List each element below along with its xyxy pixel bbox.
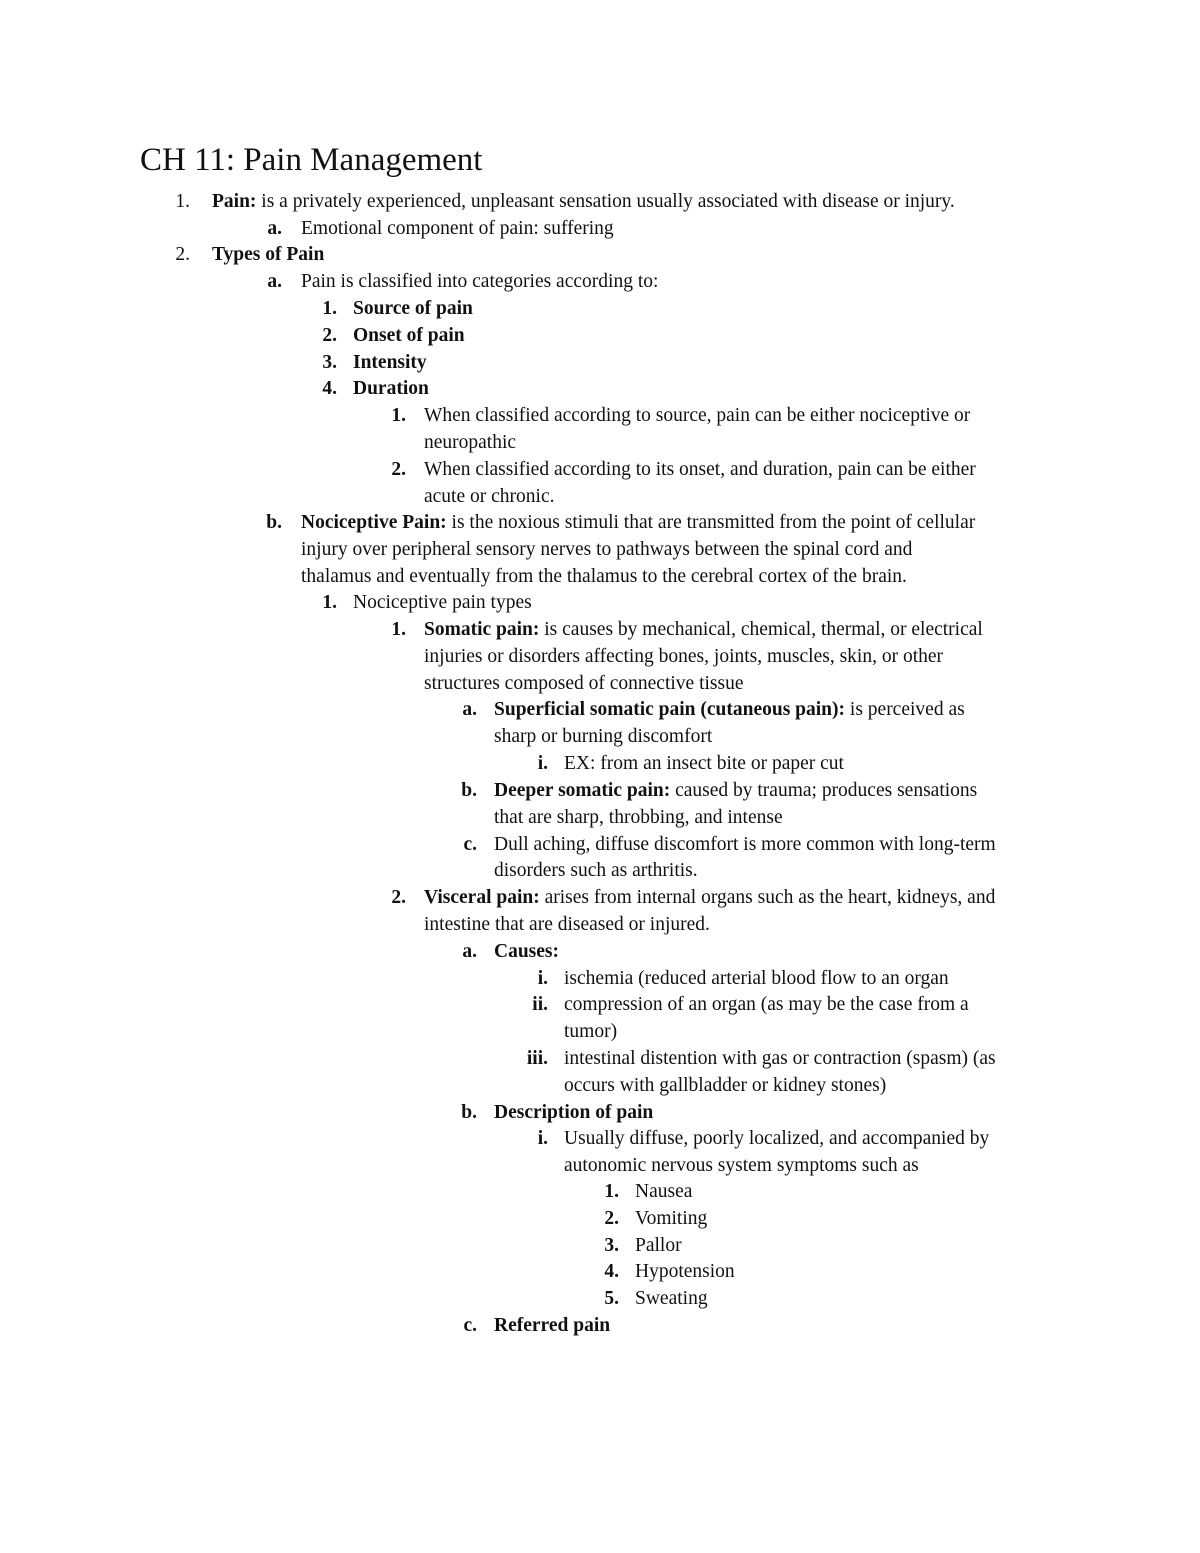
list-item — [301, 269, 658, 296]
term-label: Description of pain — [494, 1102, 654, 1123]
list-item — [494, 1313, 610, 1340]
list-marker: 4. — [322, 378, 337, 399]
item-text: is a privately experienced, unpleasant sensation usually associated with disease or injury. — [256, 191, 955, 212]
item-text: is causes by mechanical, chemical, thermal, or electrical — [539, 619, 983, 640]
list-item — [564, 966, 949, 993]
list-item — [494, 805, 783, 832]
list-marker: 1. — [391, 405, 406, 426]
list-marker: c. — [463, 834, 477, 855]
item-text: injuries or disorders affecting bones, joints, muscles, skin, or other — [424, 646, 944, 667]
list-marker: 1. — [175, 191, 190, 212]
list-marker: c. — [463, 1315, 477, 1336]
term-label: Deeper somatic pain: — [494, 780, 671, 801]
list-marker: 2. — [391, 887, 406, 908]
list-marker: 1. — [322, 298, 337, 319]
item-text: thalamus and eventually from the thalamus to the cerebral cortex of the brain. — [301, 566, 907, 587]
term-label: Superficial somatic pain (cutaneous pain): — [494, 699, 846, 720]
list-marker: b. — [461, 1102, 477, 1123]
term-label: Onset of pain — [353, 325, 465, 346]
item-text: caused by trauma; produces sensations — [670, 780, 978, 801]
item-text: tumor) — [564, 1021, 618, 1042]
item-text: Vomiting — [635, 1208, 708, 1229]
list-marker: 1. — [322, 592, 337, 613]
list-item — [494, 1100, 653, 1127]
term-label: Somatic pain: — [424, 619, 540, 640]
list-marker: a. — [267, 271, 282, 292]
list-marker: 4. — [604, 1261, 619, 1282]
list-item — [635, 1259, 735, 1286]
item-text: Pallor — [635, 1235, 682, 1256]
list-item — [494, 724, 712, 751]
list-item — [353, 376, 429, 403]
list-item — [353, 350, 427, 377]
item-text: compression of an organ (as may be the case from a — [564, 994, 969, 1015]
list-marker: i. — [537, 1128, 548, 1149]
term-label: Duration — [353, 378, 429, 399]
list-item — [564, 1126, 989, 1153]
item-text: structures composed of connective tissue — [424, 673, 744, 694]
list-marker: i. — [537, 968, 548, 989]
item-text: arises from internal organs such as the heart, kidneys, and — [539, 887, 996, 908]
list-item — [301, 537, 912, 564]
term-label: Referred pain — [494, 1315, 611, 1336]
list-item — [635, 1233, 682, 1260]
list-item — [564, 992, 969, 1019]
list-marker: 5. — [604, 1288, 619, 1309]
list-item — [424, 885, 995, 912]
list-marker: 2. — [391, 459, 406, 480]
list-item — [564, 1073, 886, 1100]
item-text: acute or chronic. — [424, 486, 555, 507]
list-item — [424, 403, 970, 430]
item-text: disorders such as arthritis. — [494, 860, 698, 881]
item-text: neuropathic — [424, 432, 517, 453]
item-text: Dull aching, diffuse discomfort is more common with long-term — [494, 834, 996, 855]
term-label: Causes: — [494, 941, 560, 962]
term-label: Visceral pain: — [424, 887, 540, 908]
list-item — [635, 1179, 692, 1206]
list-item — [424, 617, 983, 644]
item-text: Pain is classified into categories according to: — [301, 271, 659, 292]
list-marker: iii. — [526, 1048, 548, 1069]
term-label: Pain: — [212, 191, 257, 212]
item-text: Emotional component of pain: suffering — [301, 218, 614, 239]
item-text: that are sharp, throbbing, and intense — [494, 807, 783, 828]
list-item — [212, 242, 324, 269]
item-text: Usually diffuse, poorly localized, and accompanied by — [564, 1128, 990, 1149]
list-item — [353, 590, 532, 617]
term-label: Source of pain — [353, 298, 473, 319]
list-item — [424, 484, 554, 511]
list-marker: 2. — [604, 1208, 619, 1229]
list-item — [564, 1019, 617, 1046]
list-item — [494, 778, 977, 805]
list-item — [635, 1206, 707, 1233]
item-text: intestinal distention with gas or contraction (spasm) (as — [564, 1048, 996, 1069]
list-item — [301, 564, 907, 591]
list-item — [564, 1153, 919, 1180]
term-label: Intensity — [353, 352, 427, 373]
list-item — [564, 751, 844, 778]
item-text: is the noxious stimuli that are transmitted from the point of cellular — [446, 512, 976, 533]
list-marker: 3. — [322, 352, 337, 373]
item-text: sharp or burning discomfort — [494, 726, 713, 747]
item-text: occurs with gallbladder or kidney stones) — [564, 1075, 887, 1096]
list-item — [424, 457, 976, 484]
list-item — [424, 644, 943, 671]
list-item — [494, 697, 965, 724]
list-item — [424, 912, 710, 939]
item-text: Sweating — [635, 1288, 708, 1309]
item-text: EX: from an insect bite or paper cut — [564, 753, 844, 774]
item-text: Hypotension — [635, 1261, 735, 1282]
item-text: autonomic nervous system symptoms such as — [564, 1155, 919, 1176]
list-item — [301, 216, 614, 243]
item-text: intestine that are diseased or injured. — [424, 914, 710, 935]
list-marker: i. — [537, 753, 548, 774]
list-marker: 1. — [391, 619, 406, 640]
document-title: CH 11: Pain Management — [140, 142, 483, 178]
list-marker: a. — [462, 941, 477, 962]
item-text: is perceived as — [845, 699, 965, 720]
list-item — [494, 939, 559, 966]
list-marker: b. — [266, 512, 282, 533]
list-item — [424, 671, 744, 698]
item-text: injury over peripheral sensory nerves to pathways between the spinal cord and — [301, 539, 913, 560]
list-item — [301, 510, 975, 537]
list-marker: b. — [461, 780, 477, 801]
list-marker: 1. — [604, 1181, 619, 1202]
item-text: Nausea — [635, 1181, 693, 1202]
list-marker: 3. — [604, 1235, 619, 1256]
list-item — [212, 189, 955, 216]
list-item — [564, 1046, 996, 1073]
list-marker: a. — [267, 218, 282, 239]
list-item — [635, 1286, 708, 1313]
list-item — [424, 430, 516, 457]
list-item — [353, 323, 465, 350]
list-item — [494, 858, 698, 885]
item-text: Nociceptive pain types — [353, 592, 532, 613]
list-marker: 2. — [322, 325, 337, 346]
item-text: ischemia (reduced arterial blood flow to an organ — [564, 968, 949, 989]
list-item — [494, 832, 996, 859]
list-item — [353, 296, 473, 323]
item-text: When classified according to source, pain can be either nociceptive or — [424, 405, 971, 426]
term-label: Types of Pain — [212, 244, 325, 265]
list-marker: 2. — [175, 244, 190, 265]
item-text: When classified according to its onset, and duration, pain can be either — [424, 459, 976, 480]
list-marker: a. — [462, 699, 477, 720]
list-marker: ii. — [532, 994, 548, 1015]
term-label: Nociceptive Pain: — [301, 512, 447, 533]
